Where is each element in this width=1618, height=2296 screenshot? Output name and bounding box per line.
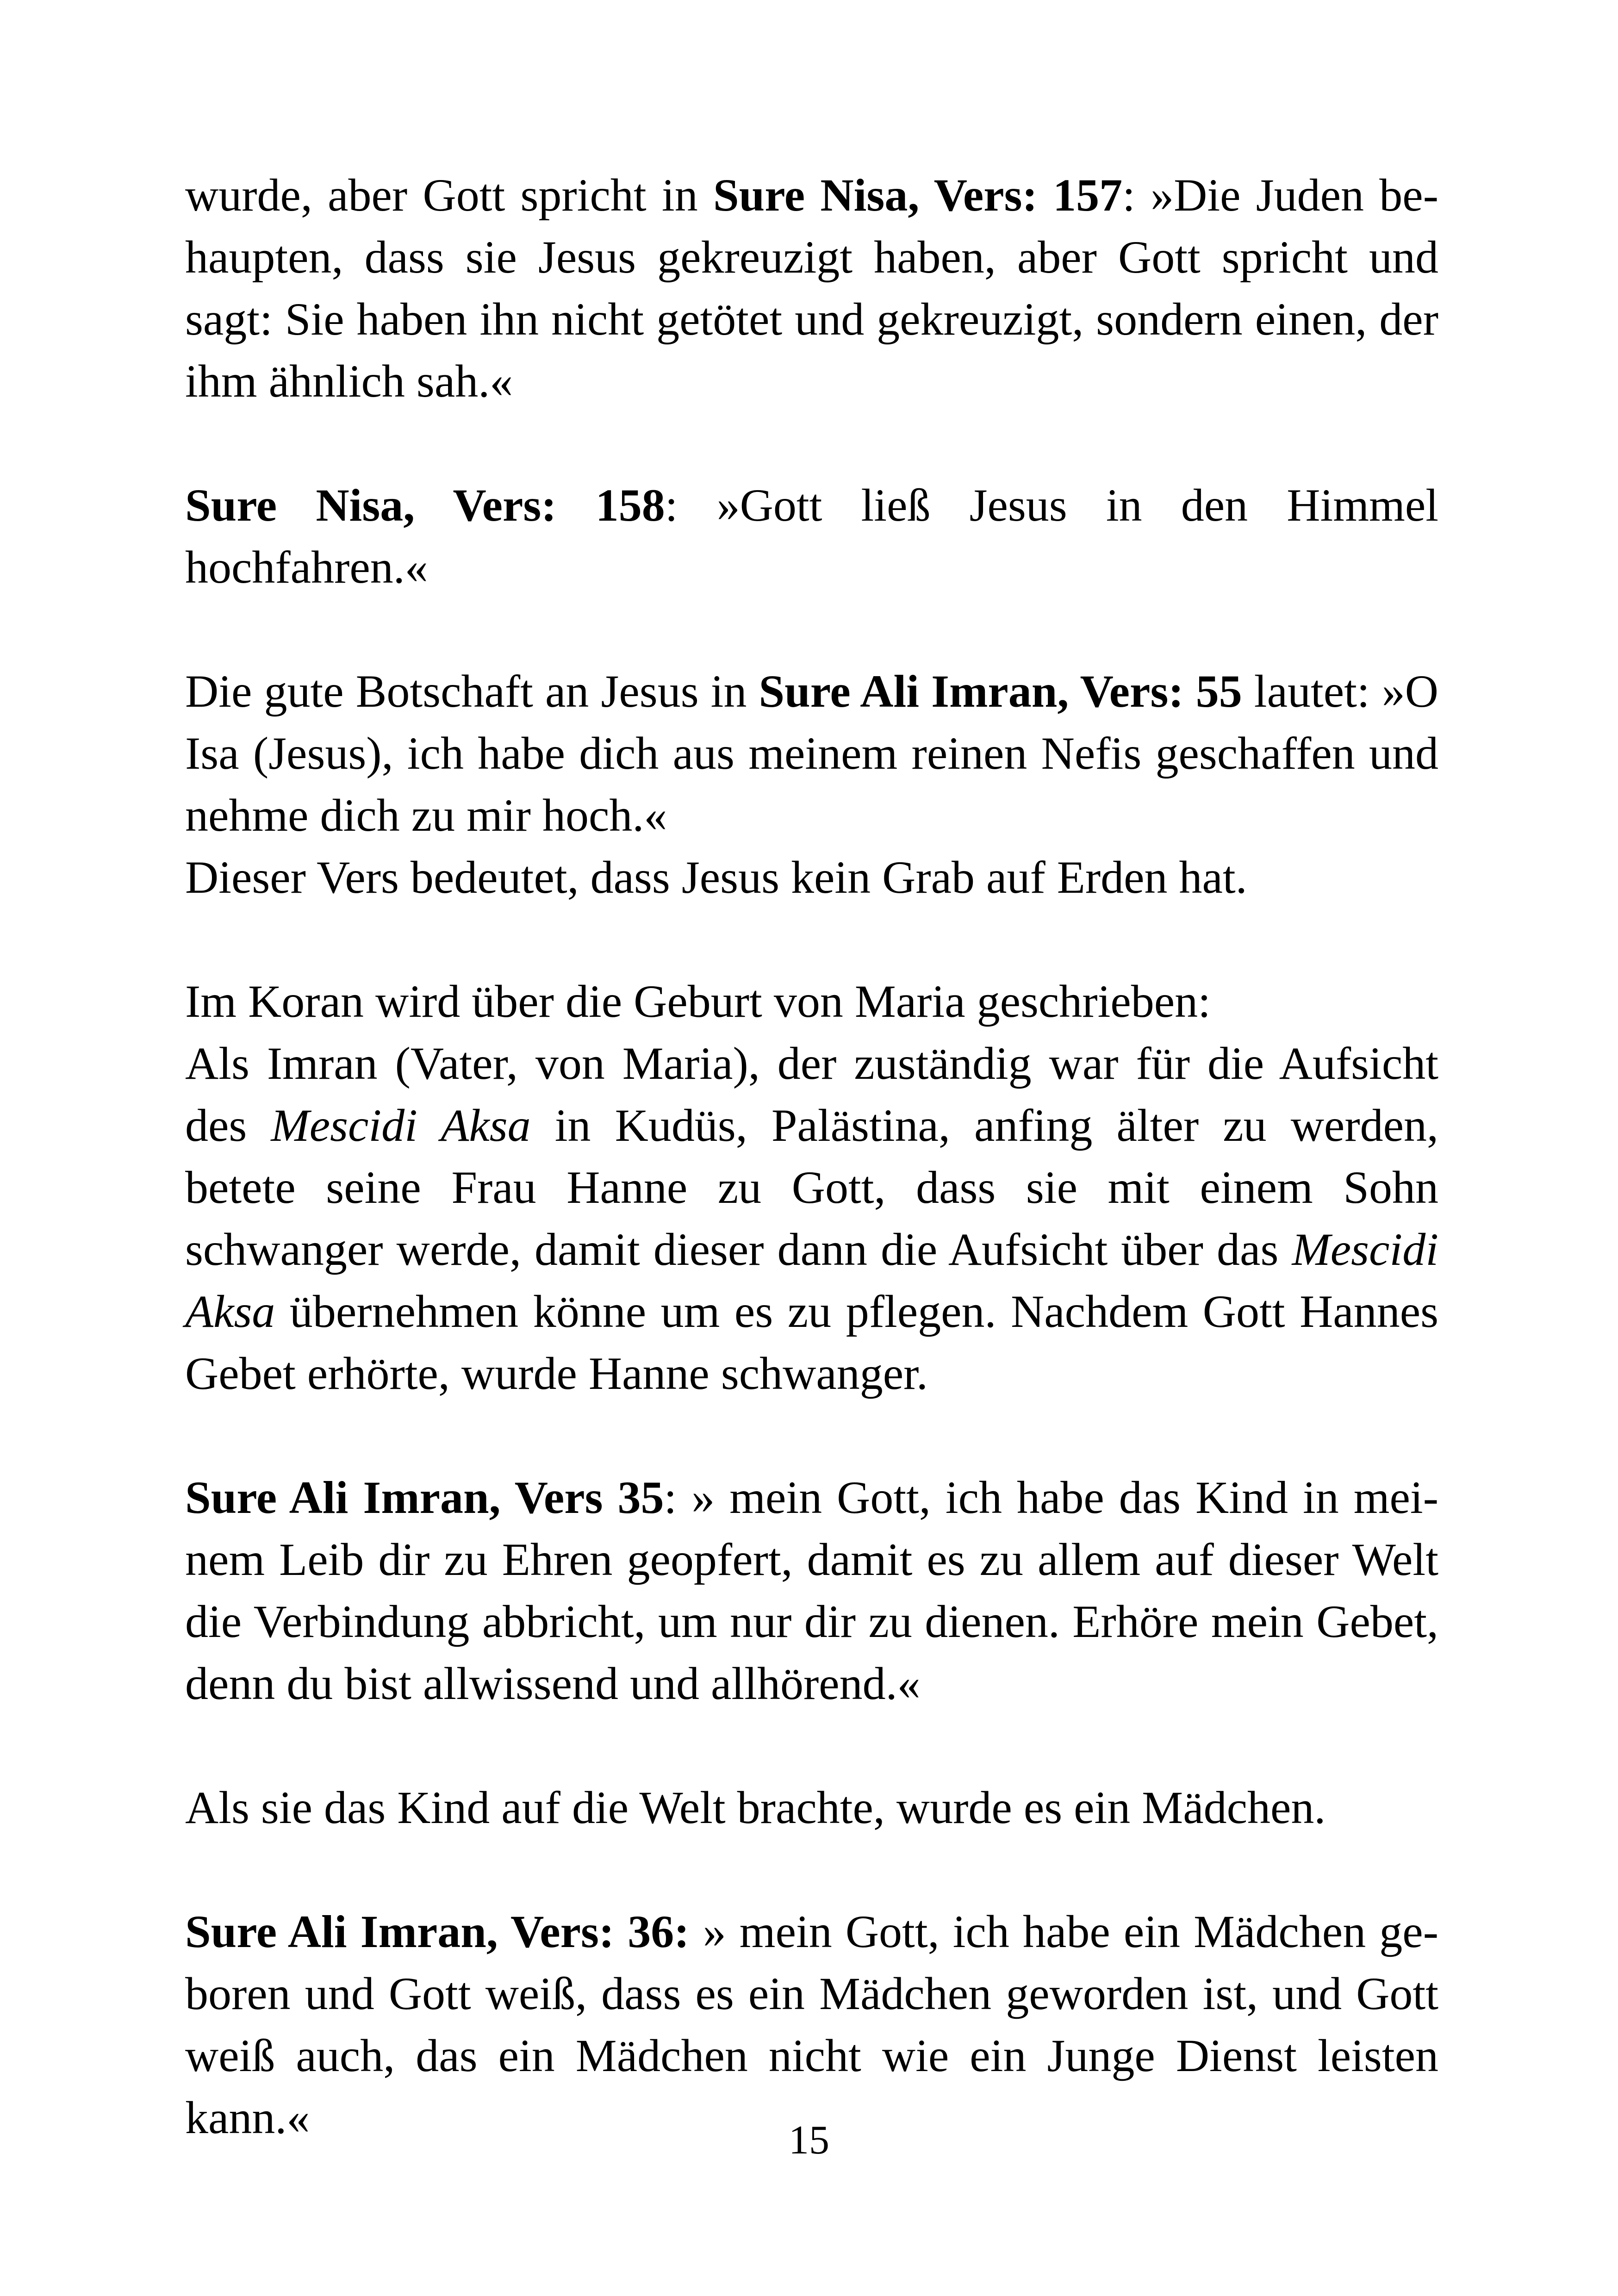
paragraph-sure-ali-imran-35 (185, 1467, 1438, 1715)
place-name: Mescidi Aksa (185, 1224, 1438, 1337)
paragraph-text: : »Die Juden behaupten, dass sie Jesus gekreuzigt haben, aber Gott spricht und sagt: Sie haben ihn nicht getötet und gekreuzigt, sondern einen, der ihm ähnlich sah.« (185, 169, 1439, 407)
paragraph-birth-of-girl: Als sie das Kind auf die Welt brachte, wurde es ein Mädchen. (185, 1782, 1326, 1833)
paragraph-imran-story (185, 1033, 1438, 1405)
page-number: 15 (789, 2118, 829, 2163)
place-name: Mescidi Aksa (271, 1100, 531, 1151)
paragraph-intro: wurde, aber Gott spricht in (185, 169, 713, 221)
paragraph-text: übernehmen könne um es zu pflegen. Nachdem Gott Hannes Gebet erhörte, wurde Hanne schwanger. (185, 1286, 1438, 1399)
page-body (185, 164, 1438, 2211)
paragraph-sure-nisa-158 (185, 474, 1438, 598)
paragraph-sure-ali-imran-36 (185, 1901, 1438, 2149)
verse-reference: Sure Nisa, Vers: 157 (713, 169, 1123, 221)
paragraph-text: : » mein Gott, ich habe das Kind in meinem Leib dir zu Ehren geopfert, damit es zu allem auf dieser Welt die Verbindung abbricht, um nur dir zu dienen. Erhöre mein Gebet, denn du bist allwissend und allhörend.« (185, 1472, 1438, 1709)
paragraph-text: : »Gott ließ Jesus in den Himmel hochfahren.« (185, 479, 1438, 593)
paragraph-text: » mein Gott, ich habe ein Mädchen geboren und Gott weiß, dass es ein Mädchen geworden ist, und Gott weiß auch, das ein Mädchen nicht wie ein Junge Dienst leisten kann.« (185, 1906, 1438, 2143)
paragraph-text: Als Imran (Vater, von Maria), der zuständig war für die Aufsicht des (185, 1038, 1438, 1151)
paragraph-grave-note: Dieser Vers bedeutet, dass Jesus kein Grab auf Erden hat. (185, 852, 1247, 903)
verse-reference: Sure Ali Imran, Vers: 36: (185, 1906, 690, 1957)
paragraph-text: in Kudüs, Palästina, anfing älter zu werden, betete seine Frau Hanne zu Gott, dass sie mit einem Sohn schwanger werde, damit dieser dann die Aufsicht über das (185, 1100, 1439, 1275)
verse-reference: Sure Nisa, Vers: 158 (185, 479, 665, 531)
paragraph-sure-ali-imran-55 (185, 660, 1438, 846)
paragraph-sure-nisa-157 (185, 164, 1438, 412)
paragraph-koran-intro: Im Koran wird über die Geburt von Maria geschrieben: (185, 976, 1211, 1027)
paragraph-intro: Die gute Botschaft an Jesus in (185, 666, 759, 717)
verse-reference: Sure Ali Imran, Vers 35 (185, 1472, 664, 1523)
verse-reference: Sure Ali Imran, Vers: 55 (759, 666, 1242, 717)
paragraph-text: lautet: »O Isa (Jesus), ich habe dich aus meinem reinen Nefis geschaffen und nehme dich zu mir hoch.« (185, 666, 1438, 841)
